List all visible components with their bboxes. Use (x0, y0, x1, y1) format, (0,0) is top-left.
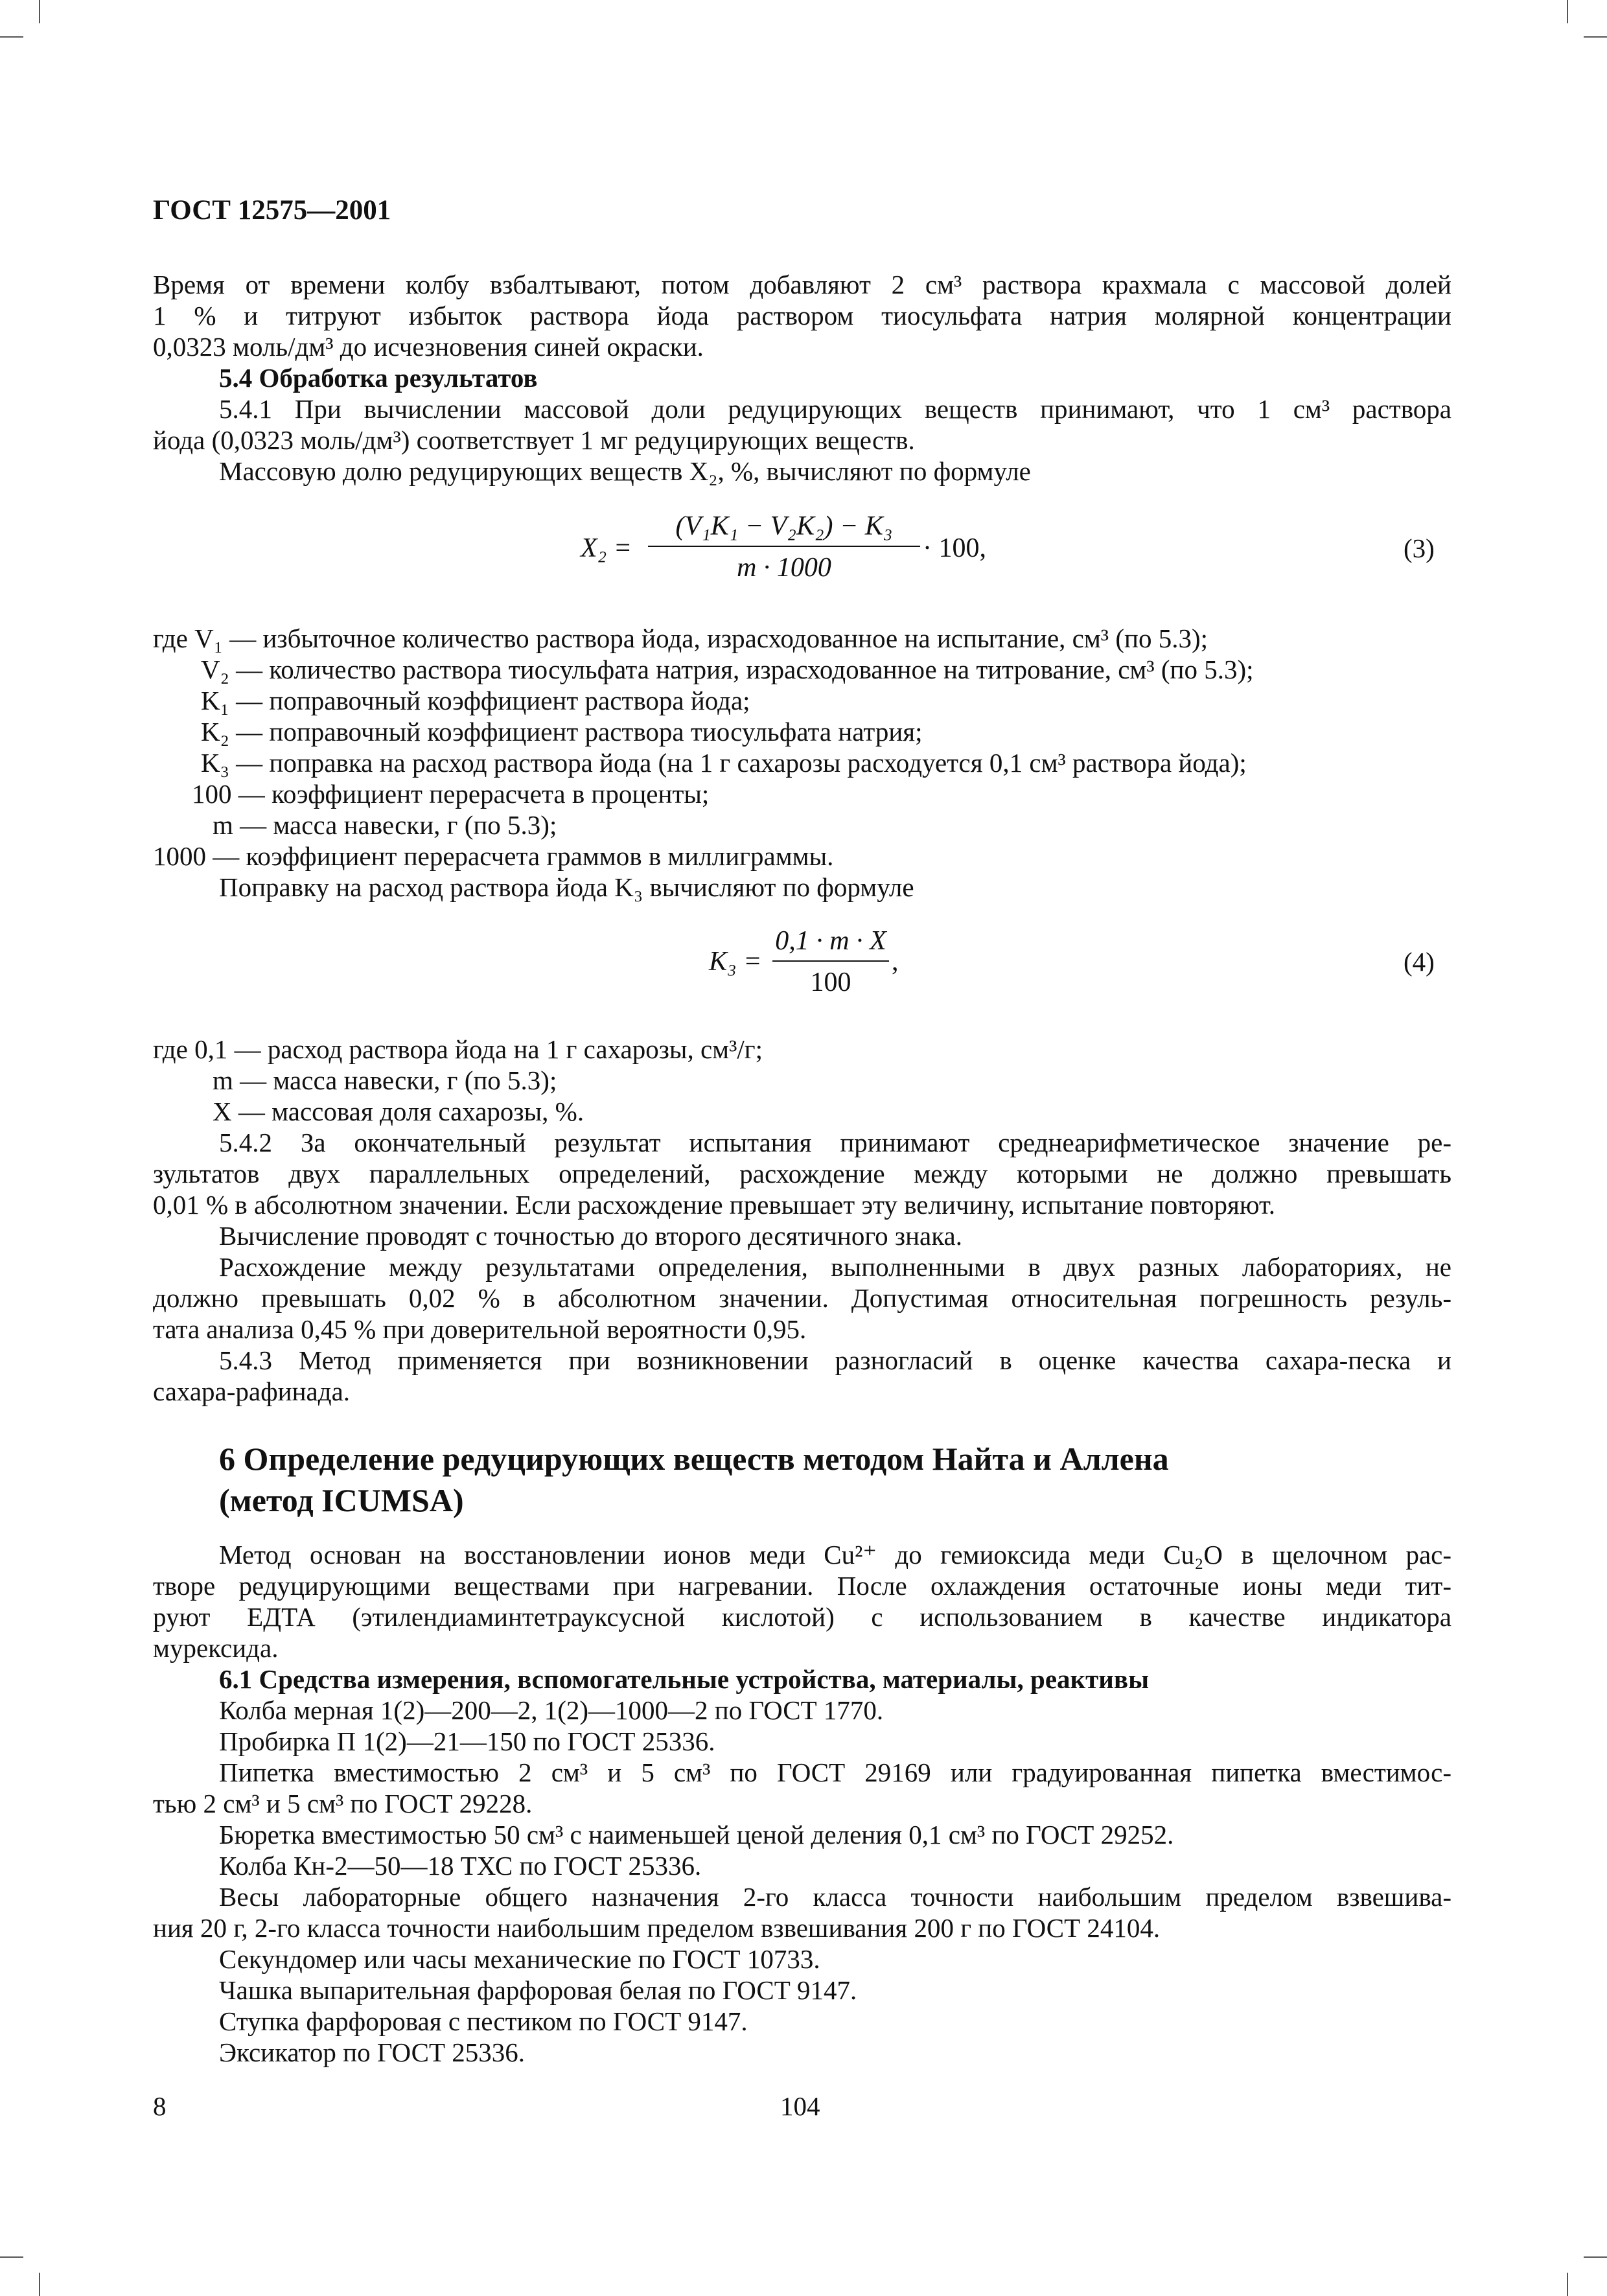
crop-mark (0, 36, 23, 38)
list-item: Бюретка вместимостью 50 см³ с наименьшей ценой деления 0,1 см³ по ГОСТ 29252. (219, 1820, 1174, 1850)
fraction-line (648, 546, 920, 547)
paragraph-line: 0,01 % в абсолютном значении. Если расхождение превышает эту величину, испытание повторяют. (153, 1190, 1276, 1220)
crop-mark (39, 0, 40, 23)
where-line: K₃ — поправка на расход раствора йода (на 1 г сахарозы расходуется 0,1 см³ раствора йода); (201, 748, 1247, 778)
where-line: K₂ — поправочный коэффициент раствора тиосульфата натрия; (201, 717, 923, 747)
paragraph-line: Расхождение между результатами определения, выполненными в двух разных лабораториях, не (219, 1252, 1451, 1282)
where-line: m — масса навески, г (по 5.3); (213, 1065, 557, 1095)
where-line: где V₁ — избыточное количество раствора йода, израсходованное на испытание, см³ (по 5.3); (153, 623, 1208, 653)
paragraph-line: йода (0,0323 моль/дм³) соответствует 1 мг редуцирующих веществ. (153, 425, 915, 455)
formula-4-numerator: 0,1 · m · X (775, 926, 886, 956)
paragraph-line: Поправку на расход раствора йода K₃ вычисляют по формуле (219, 872, 914, 902)
list-item: Весы лабораторные общего назначения 2-го класса точности наибольшим пределом взвешива- (219, 1882, 1451, 1912)
paragraph-line: 5.4.2 За окончательный результат испытания принимают среднеарифметическое значение ре- (219, 1128, 1451, 1157)
paragraph-line: руют ЕДТА (этилендиаминтетрауксусной кислотой) с использованием в качестве индикатора (153, 1602, 1451, 1632)
section-6-title: (метод ICUMSA) (219, 1482, 464, 1518)
list-item: ния 20 г, 2-го класса точности наибольшим пределом взвешивания 200 г по ГОСТ 24104. (153, 1913, 1161, 1943)
formula-4-tail: , (892, 947, 899, 977)
paragraph-line: Вычисление проводят с точностью до второго десятичного знака. (219, 1221, 962, 1251)
formula-3-tail: · 100, (923, 533, 986, 563)
list-item: Эксикатор по ГОСТ 25336. (219, 2037, 526, 2067)
paragraph-line: зультатов двух параллельных определений, расхождение между которыми не должно превышать (153, 1159, 1451, 1189)
paragraph-line: творе редуцирующими веществами при нагревании. После охлаждения остаточные ионы меди тит- (153, 1571, 1451, 1601)
list-item: Секундомер или часы механические по ГОСТ 10733. (219, 1944, 820, 1974)
list-item: Пипетка вместимостью 2 см³ и 5 см³ по ГОСТ 29169 или градуированная пипетка вместимос- (219, 1757, 1451, 1787)
section-heading-5-4: 5.4 Обработка результатов (219, 363, 538, 393)
where-line: K₁ — поправочный коэффициент раствора йода; (201, 686, 750, 715)
section-heading-6-1: 6.1 Средства измерения, вспомогательные устройства, материалы, реактивы (219, 1664, 1150, 1694)
formula-3-number: (3) (1404, 533, 1435, 563)
list-item: Чашка выпарительная фарфоровая белая по ГОСТ 9147. (219, 1975, 857, 2005)
paragraph-line: 5.4.1 При вычислении массовой доли редуцирующих веществ принимают, что 1 см³ раствора (219, 394, 1451, 424)
where-line: 100 — коэффициент перерасчета в проценты; (192, 779, 710, 809)
list-item: Пробирка П 1(2)—21—150 по ГОСТ 25336. (219, 1726, 715, 1756)
crop-mark (39, 2273, 40, 2296)
formula-3-lhs: X₂ = (581, 533, 632, 563)
list-item: тью 2 см³ и 5 см³ по ГОСТ 29228. (153, 1789, 533, 1818)
paragraph-line: Массовую долю редуцирующих веществ X₂, %, вычисляют по формуле (219, 456, 1031, 486)
document-header: ГОСТ 12575—2001 (153, 195, 391, 226)
formula-3-denominator: m · 1000 (737, 553, 831, 583)
paragraph-line: 5.4.3 Метод применяется при возникновении разногласий в оценке качества сахара-песка и (219, 1345, 1451, 1375)
list-item: Ступка фарфоровая с пестиком по ГОСТ 9147. (219, 2006, 748, 2036)
page-number-left: 8 (153, 2091, 167, 2121)
crop-mark (0, 2256, 23, 2258)
formula-3-numerator: (V₁K₁ − V₂K₂) − K₃ (675, 511, 893, 541)
paragraph-line: 0,0323 моль/дм³ до исчезновения синей окраски. (153, 332, 704, 362)
where-line: X — массовая доля сахарозы, %. (213, 1096, 584, 1126)
where-line: где 0,1 — расход раствора йода на 1 г сахарозы, см³/г; (153, 1034, 763, 1064)
crop-mark (1567, 2273, 1568, 2296)
fraction-line (772, 960, 889, 962)
crop-mark (1584, 2256, 1607, 2258)
page-number-center: 104 (780, 2091, 820, 2121)
paragraph-line: Время от времени колбу взбалтывают, потом добавляют 2 см³ раствора крахмала с массовой долей (153, 270, 1451, 299)
formula-4-lhs: K₃ = (709, 947, 762, 977)
formula-4-number: (4) (1404, 947, 1435, 977)
crop-mark (1567, 0, 1568, 23)
where-line: V₂ — количество раствора тиосульфата натрия, израсходованное на титрование, см³ (по 5.3); (201, 655, 1254, 684)
list-item: Колба Кн-2—50—18 ТХС по ГОСТ 25336. (219, 1851, 702, 1881)
paragraph-line: 1 % и титруют избыток раствора йода раствором тиосульфата натрия молярной концентрации (153, 301, 1451, 330)
crop-mark (1584, 36, 1607, 38)
paragraph-line: должно превышать 0,02 % в абсолютном значении. Допустимая относительная погрешность резуль- (153, 1283, 1451, 1313)
formula-4-denominator: 100 (810, 968, 851, 997)
paragraph-line: сахара-рафинада. (153, 1376, 351, 1406)
list-item: Колба мерная 1(2)—200—2, 1(2)—1000—2 по ГОСТ 1770. (219, 1695, 884, 1725)
paragraph-line: мурексида. (153, 1633, 279, 1663)
section-6-title: 6 Определение редуцирующих веществ методом Найта и Аллена (219, 1441, 1169, 1477)
where-line: 1000 — коэффициент перерасчета граммов в миллиграммы. (153, 841, 834, 871)
paragraph-line: Метод основан на восстановлении ионов меди Cu²⁺ до гемиоксида меди Cu₂O в щелочном рас- (219, 1540, 1451, 1570)
where-line: m — масса навески, г (по 5.3); (213, 810, 557, 840)
paragraph-line: тата анализа 0,45 % при доверительной вероятности 0,95. (153, 1314, 807, 1344)
